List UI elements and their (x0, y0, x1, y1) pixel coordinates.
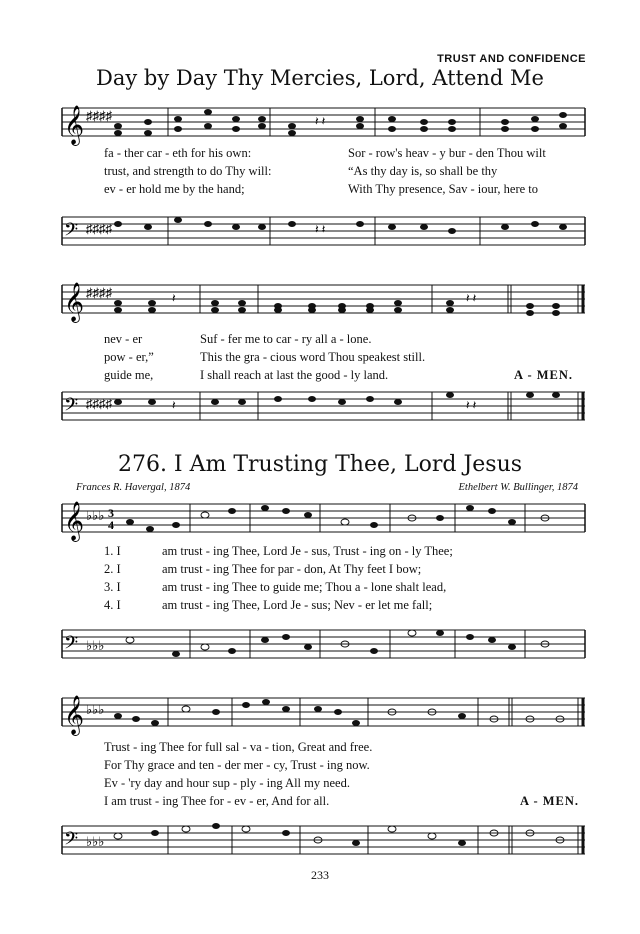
svg-text:♯♯♯♯: ♯♯♯♯ (86, 221, 112, 236)
lyric: 3. I (104, 580, 121, 594)
lyric: am trust - ing Thee, Lord Je - sus, Trust - ing on - ly Thee; (162, 544, 453, 558)
svg-text:𝄢: 𝄢 (64, 829, 79, 854)
lyric: Sor - row's heav - y bur - den Thou wilt (348, 146, 546, 160)
svg-text:♭♭♭: ♭♭♭ (86, 638, 105, 653)
lyric: 1. I (104, 544, 121, 558)
lyric: For Thy grace and ten - der mer - cy, Trust - ing now. (104, 758, 370, 772)
lyric: 4. I (104, 598, 121, 612)
composer-credit: Ethelbert W. Bullinger, 1874 (458, 482, 578, 493)
amen: A - MEN. (520, 794, 580, 808)
svg-text:♭♭♭: ♭♭♭ (86, 508, 105, 523)
svg-text:𝄽 𝄽: 𝄽 𝄽 (466, 398, 477, 412)
svg-text:𝄽 𝄽: 𝄽 𝄽 (466, 291, 477, 305)
svg-text:♭♭♭: ♭♭♭ (86, 834, 105, 849)
svg-text:𝄽: 𝄽 (172, 291, 176, 305)
lyric: am trust - ing Thee to guide me; Thou a - lone shalt lead, (162, 580, 447, 594)
svg-text:𝄢: 𝄢 (64, 633, 79, 658)
lyric: With Thy presence, Sav - iour, here to (348, 182, 539, 196)
svg-text:4: 4 (108, 518, 114, 532)
lyric: I am trust - ing Thee for - ev - er, And for all. (104, 794, 330, 808)
svg-text:♯♯♯♯: ♯♯♯♯ (86, 108, 112, 123)
svg-text:𝄞: 𝄞 (64, 105, 85, 145)
author-credit: Frances R. Havergal, 1874 (76, 482, 191, 493)
lyric: guide me, (104, 368, 154, 382)
lyric: am trust - ing Thee, Lord Je - sus; Nev - er let me fall; (162, 598, 433, 612)
hymn2-bass-staff-1 (0, 616, 640, 676)
lyric: I shall reach at last the good - ly land. (200, 368, 389, 382)
svg-text:♯♯♯♯: ♯♯♯♯ (86, 285, 112, 300)
svg-text:𝄽: 𝄽 (172, 398, 176, 412)
svg-text:𝄽 𝄽: 𝄽 𝄽 (315, 222, 326, 236)
hymn1-title: Day by Day Thy Mercies, Lord, Attend Me (96, 66, 544, 90)
lyric: fa - ther car - eth for his own: (104, 146, 252, 160)
svg-text:𝄢: 𝄢 (64, 395, 79, 420)
lyric: pow - er,” (104, 350, 154, 364)
svg-text:𝄞: 𝄞 (64, 695, 85, 735)
hymn1-treble-staff-2 (0, 277, 640, 337)
lyric: This the gra - cious word Thou speakest still. (200, 350, 426, 364)
svg-text:♯♯♯♯: ♯♯♯♯ (86, 396, 112, 411)
lyric: Trust - ing Thee for full sal - va - tion, Great and free. (104, 740, 373, 754)
svg-text:3: 3 (108, 506, 114, 520)
hymn2-title: 276. I Am Trusting Thee, Lord Jesus (117, 452, 523, 477)
lyric: Suf - fer me to car - ry all a - lone. (200, 332, 372, 346)
lyric: “As thy day is, so shall be thy (348, 164, 498, 178)
svg-text:𝄢: 𝄢 (64, 220, 79, 245)
lyric: am trust - ing Thee for par - don, At Thy feet I bow; (162, 562, 422, 576)
lyric: nev - er (104, 332, 143, 346)
svg-text:♭♭♭: ♭♭♭ (86, 702, 105, 717)
section-header: TRUST AND CONFIDENCE (437, 53, 586, 65)
lyric: Ev - 'ry day and hour sup - ply - ing All my need. (104, 776, 350, 790)
hymn2-bass-staff-2 (0, 812, 640, 872)
hymn1-bass-staff-2 (0, 378, 640, 438)
svg-text:𝄽 𝄽: 𝄽 𝄽 (315, 114, 326, 128)
page-number: 233 (311, 868, 329, 882)
lyric: ev - er hold me by the hand; (104, 182, 245, 196)
amen: A - MEN. (514, 368, 574, 382)
svg-text:𝄞: 𝄞 (64, 282, 85, 322)
lyric: 2. I (104, 562, 121, 576)
svg-text:𝄞: 𝄞 (64, 501, 85, 541)
hymn1-bass-staff-1 (0, 203, 640, 263)
lyric: trust, and strength to do Thy will: (104, 164, 272, 178)
